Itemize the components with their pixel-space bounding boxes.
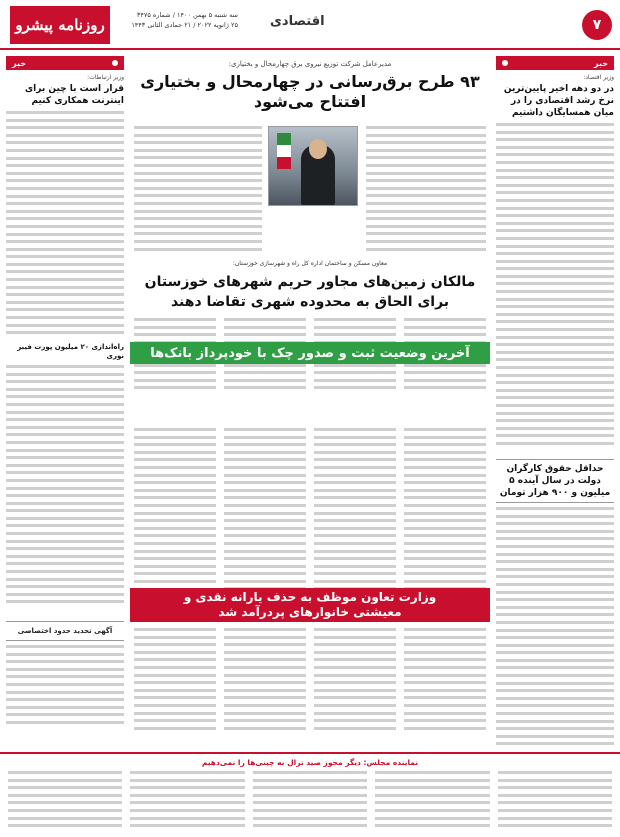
date-line-1: سه شنبه ۵ بهمن ۱۴۰۰ / شماره ۳۴۷۵ <box>136 11 238 19</box>
second-headline: مالکان زمین‌های مجاور حریم شهرهای خوزستان برای الحاق به محدوده شهری تقاضا دهند <box>144 274 476 310</box>
bottom-body <box>8 771 612 833</box>
subsidy-body <box>134 628 486 742</box>
left-column <box>6 56 124 746</box>
article-body-2 <box>6 365 124 615</box>
article-kicker: وزیر اقتصاد: <box>583 74 614 81</box>
article-body <box>6 111 124 341</box>
bottom-headline: نماینده مجلس: دیگر مجوز صید ترال به چینی‌ها را نمی‌دهیم <box>201 758 419 767</box>
article-kicker: وزیر ارتباطات: <box>87 74 124 81</box>
bottom-article <box>0 752 620 837</box>
official-photo <box>268 126 358 206</box>
center-section <box>130 56 490 746</box>
article-headline: قرار است با چین برای اینترنت همکاری کنیم <box>24 84 124 106</box>
flag-icon <box>277 133 291 169</box>
article-subhead: راه‌اندازی ۲۰ میلیون پورت فیبر نوری <box>17 343 124 360</box>
lead-body-right <box>366 126 486 256</box>
newspaper-logo: روزنامه پیشرو <box>10 6 110 44</box>
article-headline: در دو دهه اخیر پایین‌ترین نرخ رشد اقتصادی را در میان همسایگان داشتیم <box>503 84 614 118</box>
box-headline: حداقل حقوق کارگران دولت در سال آینده ۵ میلیون و ۹۰۰ هزار تومان <box>496 459 614 503</box>
strip-label: خبر <box>593 58 608 68</box>
news-strip <box>496 56 614 70</box>
face-shape <box>309 139 327 159</box>
lead-body-left <box>134 126 262 256</box>
box-body <box>496 507 614 757</box>
page-number: ۷ <box>582 10 612 40</box>
strip-label: خبر <box>12 58 27 68</box>
strip-dot-icon <box>112 60 118 66</box>
issue-dates <box>118 10 238 30</box>
news-strip <box>6 56 124 70</box>
second-kicker: معاون مسکن و ساختمان اداره کل راه و شهرسازی خوزستان: <box>232 260 388 267</box>
masthead <box>0 0 620 50</box>
subsidy-headline-line-1: وزارت تعاون موظف به حذف یارانه نقدی و <box>183 590 437 604</box>
date-line-2: ۲۵ ژانویه ۲۰۲۲ / ۲۱ جمادی الثانی ۱۴۴۳ <box>131 21 238 29</box>
lead-headline: ۹۳ طرح برق‌رسانی در چهارمحال و بختیاری افتتاح می‌شود <box>140 72 480 111</box>
section-title: اقتصادی <box>270 14 325 29</box>
strip-dot-icon <box>502 60 508 66</box>
subsidy-headline-band <box>130 588 490 622</box>
lead-kicker: مدیرعامل شرکت توزیع نیروی برق چهارمحال و بختیاری: <box>228 60 392 68</box>
subsidy-headline-line-2: معیشتی خانوارهای پردرآمد شد <box>218 605 402 619</box>
notice-body <box>6 645 124 735</box>
article-body <box>496 123 614 453</box>
cheque-headline-band: آخرین وضعیت ثبت و صدور چک با خودپرداز بانک‌ها <box>130 342 490 364</box>
notice-headline: آگهی تحدید حدود اختصاصی <box>6 621 124 641</box>
right-column <box>496 56 614 746</box>
